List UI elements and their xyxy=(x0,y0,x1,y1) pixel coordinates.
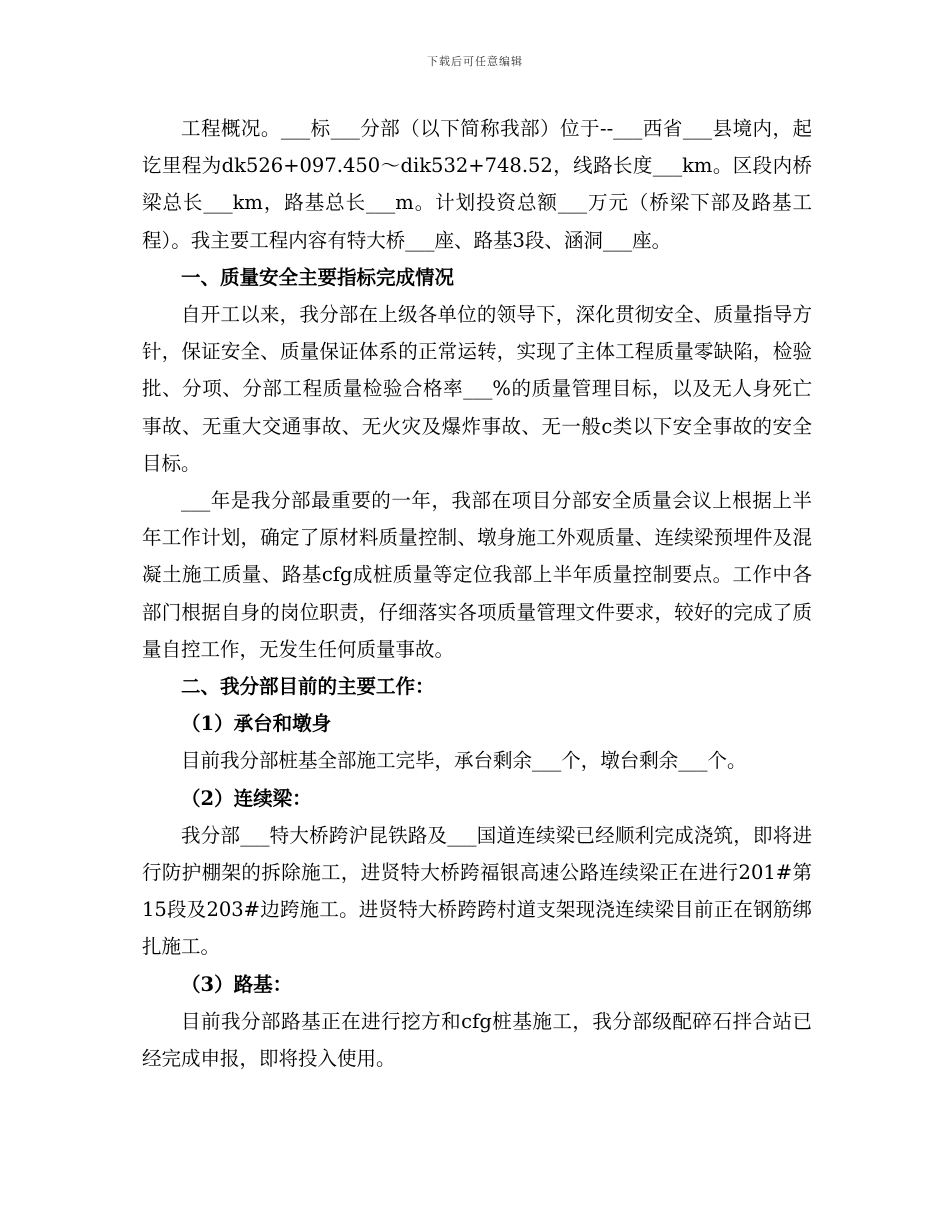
document-body xyxy=(142,110,812,1077)
subheading-pile-cap-pier: （1）承台和墩身 xyxy=(181,712,332,736)
annual-quality-paragraph: ___年是我分部最重要的一年，我部在项目分部安全质量会议上根据上半年工作计划，确定了原材料质量控制、墩身施工外观质量、连续梁预埋件及混凝土施工质量、路基cfg成桩质量等定位我部上半年质量控制要点。工作中各部门根据自身的岗位职责，仔细落实各项质量管理文件要求，较好的完成了质量自控工作，无发生任何质量事故。 xyxy=(142,489,812,661)
section-heading-main-work: 二、我分部目前的主要工作： xyxy=(181,675,435,699)
section-heading-quality-safety: 一、质量安全主要指标完成情况 xyxy=(181,265,455,289)
continuous-beam-paragraph: 我分部___特大桥跨沪昆铁路及___国道连续梁已经顺利完成浇筑，即将进行防护棚架的拆除施工，进贤特大桥跨福银高速公路连续梁正在进行201#第15段及203#边跨施工。进贤特大桥跨跨村道支架现浇连续梁目前正在钢筋绑扎施工。 xyxy=(142,823,812,959)
subgrade-paragraph: 目前我分部路基正在进行挖方和cfg桩基施工，我分部级配碎石拌合站已经完成申报，即将投入使用。 xyxy=(142,1009,812,1071)
project-overview-paragraph: 工程概况。___标___分部（以下简称我部）位于--___西省___县境内，起讫里程为dk526+097.450～dik532+748.52，线路长度___km。区段内桥梁总长___km，路基总长___m。计划投资总额___万元（桥梁下部及路基工程）。我主要工程内容有特大桥___座、路基3段、涵洞___座。 xyxy=(142,117,812,252)
pile-cap-pier-paragraph: 目前我分部桩基全部施工完毕，承台剩余___个，墩台剩余___个。 xyxy=(181,749,747,773)
header-note: 下载后可任意编辑 xyxy=(427,55,523,68)
quality-safety-paragraph: 自开工以来，我分部在上级各单位的领导下，深化贯彻安全、质量指导方针，保证安全、质量保证体系的正常运转，实现了主体工程质量零缺陷，检验批、分项、分部工程质量检验合格率___%的质量管理目标，以及无人身死亡事故、无重大交通事故、无火灾及爆炸事故、无一般c类以下安全事故的安全目标。 xyxy=(142,303,812,475)
subheading-continuous-beam: （2）连续梁： xyxy=(181,786,312,810)
subheading-subgrade: （3）路基： xyxy=(181,972,293,996)
